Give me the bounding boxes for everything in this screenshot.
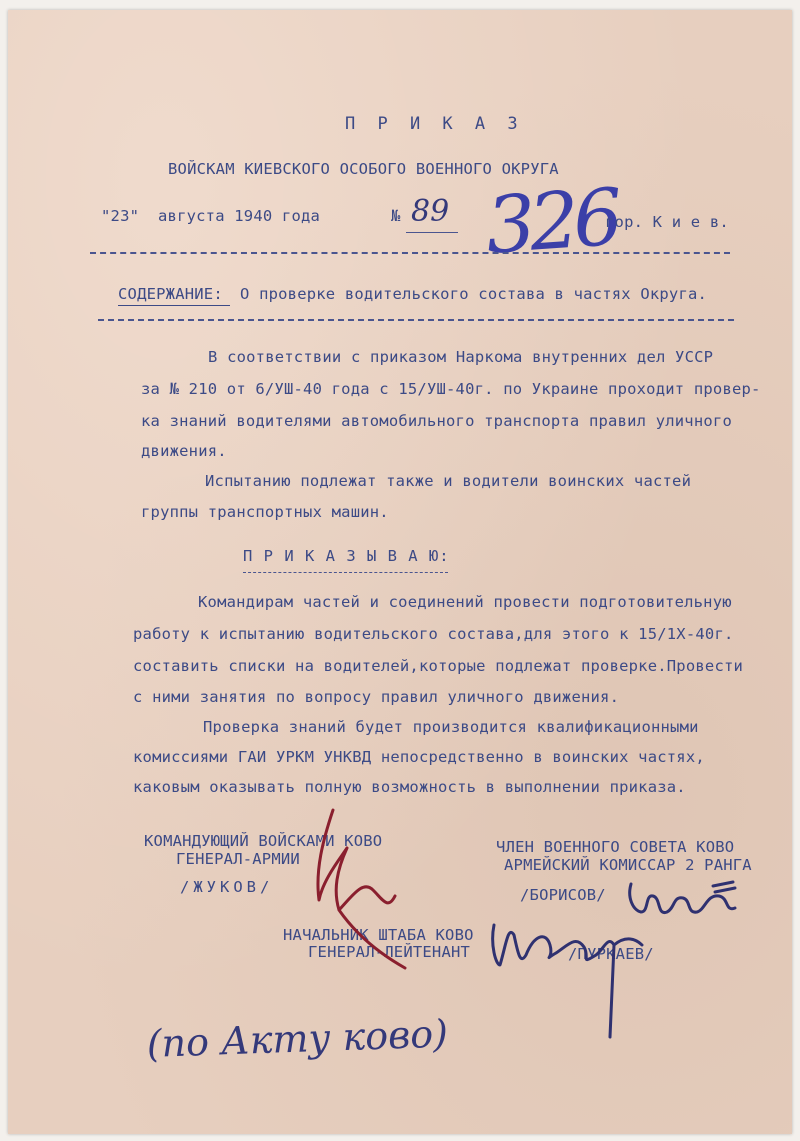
commander-name: /ЖУКОВ/	[180, 878, 274, 896]
council-member-title: ЧЛЕН ВОЕННОГО СОВЕТА КОВО	[496, 838, 735, 856]
zhukov-signature	[293, 800, 413, 980]
number-underline	[406, 232, 458, 233]
purkaev-signature	[480, 905, 650, 1045]
order-number-label: №	[391, 207, 401, 225]
order-line-6: комиссиями ГАИ УРКМ УНКВД непосредственно в воинских частях,	[133, 748, 705, 766]
council-member-rank: АРМЕЙСКИЙ КОМИССАР 2 РАНГА	[504, 856, 752, 874]
order-line-4: с ними занятия по вопросу правил уличного движения.	[133, 688, 620, 706]
body-line-1: В соответствии с приказом Наркома внутренних дел УССР	[208, 348, 714, 366]
body-line-5: Испытанию подлежат также и водители воинских частей	[205, 472, 692, 490]
council-member-name: /БОРИСОВ/	[520, 886, 606, 904]
content-label: СОДЕРЖАНИЕ:	[118, 285, 223, 303]
commander-rank: ГЕНЕРАЛ-АРМИИ	[176, 850, 300, 868]
body-line-2: за № 210 от 6/УШ-40 года с 15/УШ-40г. по Украине проходит провер-	[141, 380, 761, 398]
body-line-3: ка знаний водителями автомобильного транспорта правил уличного	[141, 412, 732, 430]
body-line-4: движения.	[141, 442, 227, 460]
order-line-7: каковым оказывать полную возможность в выполнении приказа.	[133, 778, 686, 796]
order-line-3: составить списки на водителей,которые подлежат проверке.Провести	[133, 657, 744, 675]
content-separator-line	[98, 319, 734, 321]
content-label-underline	[118, 305, 230, 306]
document-title: П Р И К А З	[345, 114, 524, 134]
header-separator-line	[90, 252, 730, 254]
document-sheet	[8, 10, 792, 1134]
chief-of-staff-name: /ПУРКАЕВ/	[568, 945, 654, 963]
chief-of-staff-rank: ГЕНЕРАЛ-ЛЕЙТЕНАНТ	[308, 943, 471, 961]
order-heading-underline	[243, 572, 448, 573]
order-day: "23"	[101, 207, 140, 225]
order-line-2: работу к испытанию водительского состава,для этого к 15/1Х-40г.	[133, 625, 734, 643]
body-line-6: группы транспортных машин.	[141, 503, 389, 521]
handwritten-registration-number: 326	[483, 172, 620, 272]
content-text: О проверке водительского состава в частях Округа.	[240, 285, 708, 303]
order-number: 89	[411, 194, 450, 229]
commander-title: КОМАНДУЮЩИЙ ВОЙСКАМИ КОВО	[144, 832, 383, 850]
order-city: гор. К и е в.	[605, 213, 729, 231]
order-line-5: Проверка знаний будет производится квалификационными	[203, 718, 699, 736]
chief-of-staff-title: НАЧАЛЬНИК ШТАБА КОВО	[283, 926, 474, 944]
handwritten-note: (по Акту ково)	[146, 1011, 449, 1066]
order-month-year: августа 1940 года	[158, 207, 321, 225]
order-heading: П Р И К А З Ы В А Ю:	[243, 547, 450, 565]
order-line-1: Командирам частей и соединений провести подготовительную	[198, 593, 732, 611]
document-subtitle: ВОЙСКАМ КИЕВСКОГО ОСОБОГО ВОЕННОГО ОКРУГА	[168, 160, 559, 178]
